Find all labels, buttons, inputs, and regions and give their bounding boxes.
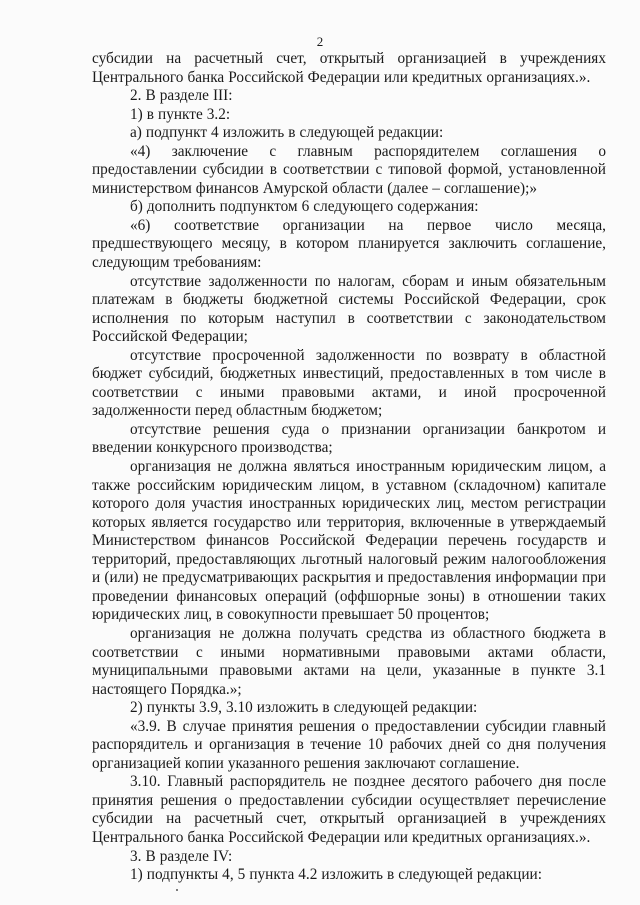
- paragraph: «4) заключение с главным распорядителем соглашения о предоставлении субсидии в соответствии с типовой формой, установленной министерством финансов Амурской области (далее – соглашение);»: [92, 142, 606, 197]
- paragraph: 2. В разделе III:: [130, 87, 233, 105]
- paragraph: 1) подпункты 4, 5 пункта 4.2 изложить в следующей редакции:: [130, 866, 542, 884]
- document-body: [92, 50, 606, 885]
- paragraph: 2) пункты 3.9, 3.10 изложить в следующей редакции:: [130, 699, 478, 717]
- paragraph: субсидии на расчетный счет, открытый организацией в учреждениях Центрального банка Российской Федерации или кредитных организациях.».: [92, 50, 606, 86]
- paragraph: отсутствие решения суда о признании организации банкротом и введении конкурсного производства;: [92, 420, 606, 457]
- paragraph: 1) в пункте 3.2:: [130, 105, 231, 123]
- paragraph: б) дополнить подпунктом 6 следующего содержания:: [130, 198, 479, 216]
- paragraph: организация не должна являться иностранным юридическим лицом, а также российским юридическим лицом, в уставном (складочном) капитале которого доля участия иностранных юридических лиц, местом регистрации которых является государство или территория, включенные в утверждаемый Министерством финансов Российской Федерации перечень государств и территорий, предоставляющих льготный налоговый режим налогообложения и (или) не предусматривающих раскрытия и предоставления информации при проведении финансовых операций (оффшорные зоны) в отношении таких юридических лиц, в совокупности превышает 50 процентов;: [92, 458, 606, 624]
- scan-speck: [176, 889, 178, 891]
- paragraph: отсутствие просроченной задолженности по возврату в областной бюджет субсидий, бюджетных инвестиций, предоставленных в том числе в соответствии с иными правовыми актами, и иной просроченной задолженности перед областным бюджетом;: [92, 346, 606, 420]
- paragraph: 3.10. Главный распорядитель не позднее десятого рабочего дня после принятия решения о предоставлении субсидии осуществляет перечисление субсидии на расчетный счет, открытый организацией в учреждениях Центрального банка Российской Федерации или кредитных организациях.».: [92, 773, 606, 846]
- paragraph: организация не должна получать средства из областного бюджета в соответствии с иными нормативными правовыми актами области, муниципальными правовыми актами на цели, указанные в пункте 3.1 настоящего Порядка.»;: [92, 624, 606, 698]
- paragraph: «3.9. В случае принятия решения о предоставлении субсидии главный распорядитель и организация в течение 10 рабочих дней со дня получения организацией копии указанного решения заключают соглашение.: [92, 717, 606, 772]
- paragraph: «6) соответствие организации на первое число месяца, предшествующего месяцу, в котором планируется заключить соглашение, следующим требованиям:: [92, 216, 606, 272]
- paragraph: а) подпункт 4 изложить в следующей редакции:: [130, 124, 444, 142]
- paragraph: 3. В разделе IV:: [130, 847, 233, 865]
- page-number: 2: [316, 34, 324, 49]
- paragraph: отсутствие задолженности по налогам, сборам и иным обязательным платежам в бюджеты бюджетной системы Российской Федерации, срок исполнения по которым наступил в соответствии с законодательством Российской Федерации;: [92, 272, 606, 346]
